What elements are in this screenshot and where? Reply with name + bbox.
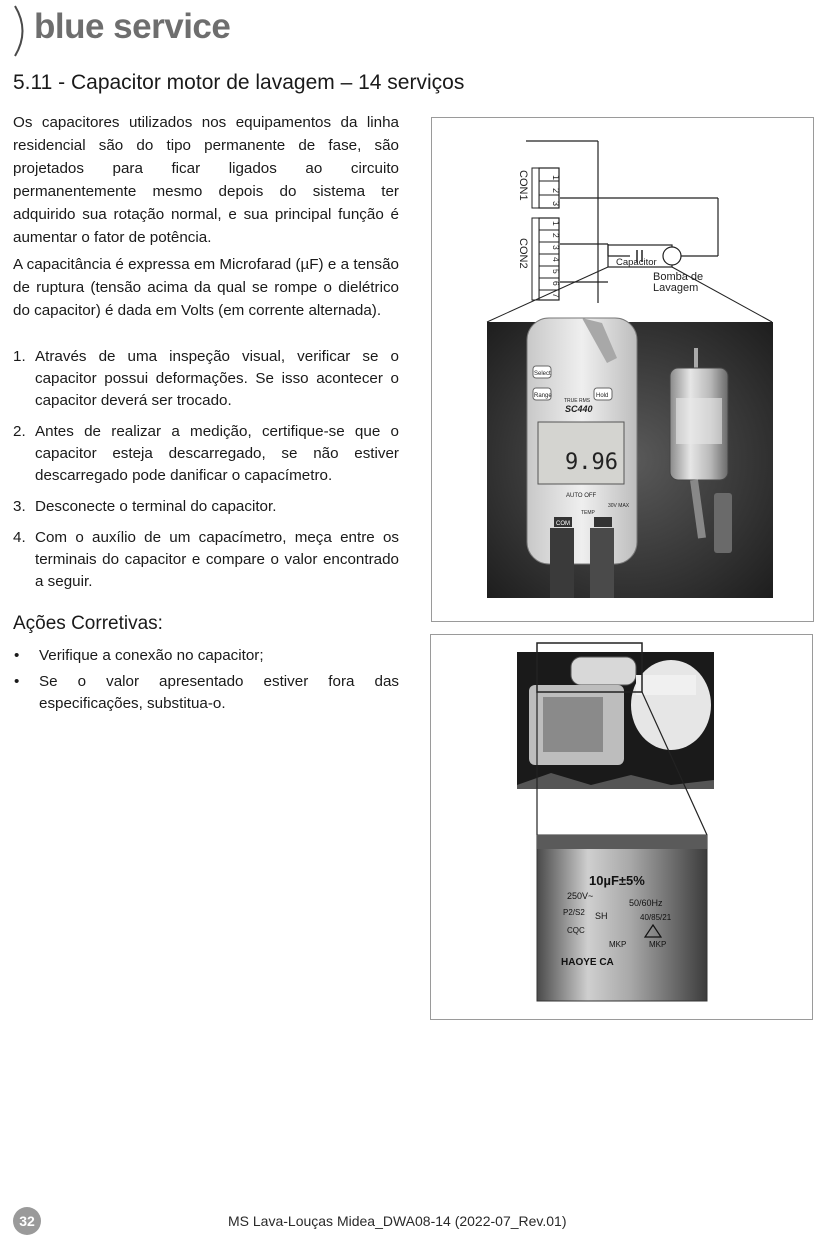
intro-paragraph: Os capacitores utilizados nos equipamentos da linha residencial são do tipo permanente de fase, são projetados para ficar ligados ao circuito permanentemente mesmo depois do sistema ter adquirido sua rotação normal, e sua principal função é aumentar o fator de potência.	[13, 114, 399, 246]
procedure-step	[13, 496, 399, 518]
capacitor-closeup-photo	[537, 835, 707, 1001]
con2-pin-label: 3	[551, 245, 561, 250]
meter-auto-off-label: AUTO OFF	[566, 493, 597, 499]
procedure-step	[13, 421, 399, 487]
capacitor-location-figure	[430, 634, 813, 1020]
capacitor-frequency: 50/60Hz	[629, 898, 663, 908]
capacitor-class: P2/S2	[563, 908, 585, 917]
meter-select-label: Select	[534, 371, 551, 377]
con2-label: CON2	[517, 238, 529, 269]
procedure-step	[13, 527, 399, 593]
corrective-action-item	[13, 671, 399, 715]
zoom-line	[672, 267, 772, 322]
capacitor-sh: SH	[595, 911, 608, 921]
meter-com-label: COM	[556, 521, 570, 527]
step-number: 1.	[13, 348, 26, 365]
capacitor-climatic: 40/85/21	[640, 913, 672, 922]
step-text: Antes de realizar a medição, certifique-se que o capacitor esteja descarregado, se não estiver descarregado pode danificar o capacímetro.	[35, 423, 399, 484]
meter-display-value: 9.96	[565, 450, 618, 475]
corrective-action-item	[13, 645, 399, 667]
step-text: Através de uma inspeção visual, verificar se o capacitor possui deformações. Se isso acontecer o capacitor deverá ser trocado.	[35, 348, 399, 409]
bullet-icon: •	[14, 673, 20, 690]
meter-true-rms-label: TRUE RMS	[564, 398, 591, 404]
con2-pin-label: 5	[551, 269, 561, 274]
con2-pin-label: 4	[551, 257, 561, 262]
step-number: 4.	[13, 529, 26, 546]
corrective-action-text: Se o valor apresentado estiver fora das especificações, substitua-o.	[39, 673, 399, 712]
capacitor-label: Capacitor	[616, 257, 657, 268]
meter-photo	[487, 318, 773, 598]
pump-assembly-photo	[517, 643, 714, 789]
procedure-step	[13, 346, 399, 412]
corrective-action-text: Verifique a conexão no capacitor;	[39, 647, 264, 664]
pump-motor-icon	[663, 247, 681, 265]
step-text: Com o auxílio de um capacímetro, meça entre os terminais do capacitor e compare o valor encontrado a seguir.	[35, 529, 399, 590]
wiring-and-meter-figure	[431, 117, 814, 622]
capacitor-mkp: MKP	[649, 940, 667, 949]
meter-volt-max-label: 30V MAX	[608, 503, 630, 509]
corrective-actions-title: Ações Corretivas:	[13, 613, 163, 634]
capacitor-voltage: 250V~	[567, 891, 594, 901]
meter-hold-label: Hold	[596, 393, 609, 399]
capacitor-mkp: MKP	[609, 940, 627, 949]
con2-pin-label: 1	[551, 221, 561, 226]
meter-temp-label: TEMP	[581, 510, 595, 516]
con2-pin-label: 2	[551, 233, 561, 238]
corrective-actions-list	[13, 645, 399, 719]
con1-pin-label: 3	[551, 201, 561, 207]
step-number: 3.	[13, 498, 26, 515]
bullet-icon: •	[14, 647, 20, 664]
capacitor-photos	[431, 635, 812, 1019]
con2-pin-label: 6	[551, 281, 561, 286]
procedure-steps	[13, 346, 399, 602]
page-number: 32	[13, 1207, 41, 1235]
capacitance-paragraph: A capacitância é expressa em Microfarad (µF) e a tensão de ruptura (tensão acima da qual se rompe o dielétrico do capacitor) é dada em Volts (em corrente alternada).	[13, 256, 399, 319]
con1-pin-label: 1	[551, 175, 561, 181]
capacitor-rating-value: 10µF±5%	[589, 873, 645, 888]
capacitor-maker: HAOYE CA	[561, 957, 614, 968]
brand-logo-text: blue service	[34, 7, 231, 46]
con2-pin-label: 7	[551, 293, 561, 298]
step-number: 2.	[13, 423, 26, 440]
step-text: Desconecte o terminal do capacitor.	[35, 498, 277, 515]
wiring-diagram	[432, 118, 813, 621]
footer-document-ref: MS Lava-Louças Midea_DWA08-14 (2022-07_Rev.01)	[228, 1213, 567, 1229]
pump-label: Lavagem	[653, 282, 699, 294]
capacitor-cqc-mark: CQC	[567, 926, 585, 935]
brand-bracket-icon	[10, 4, 30, 58]
meter-model-label: SC440	[565, 404, 593, 414]
meter-range-label: Range	[534, 393, 552, 399]
con1-pin-label: 2	[551, 188, 561, 194]
pump-label: Bomba de	[653, 271, 704, 283]
section-title: 5.11 - Capacitor motor de lavagem – 14 serviços	[13, 71, 465, 94]
con1-label: CON1	[517, 170, 529, 201]
